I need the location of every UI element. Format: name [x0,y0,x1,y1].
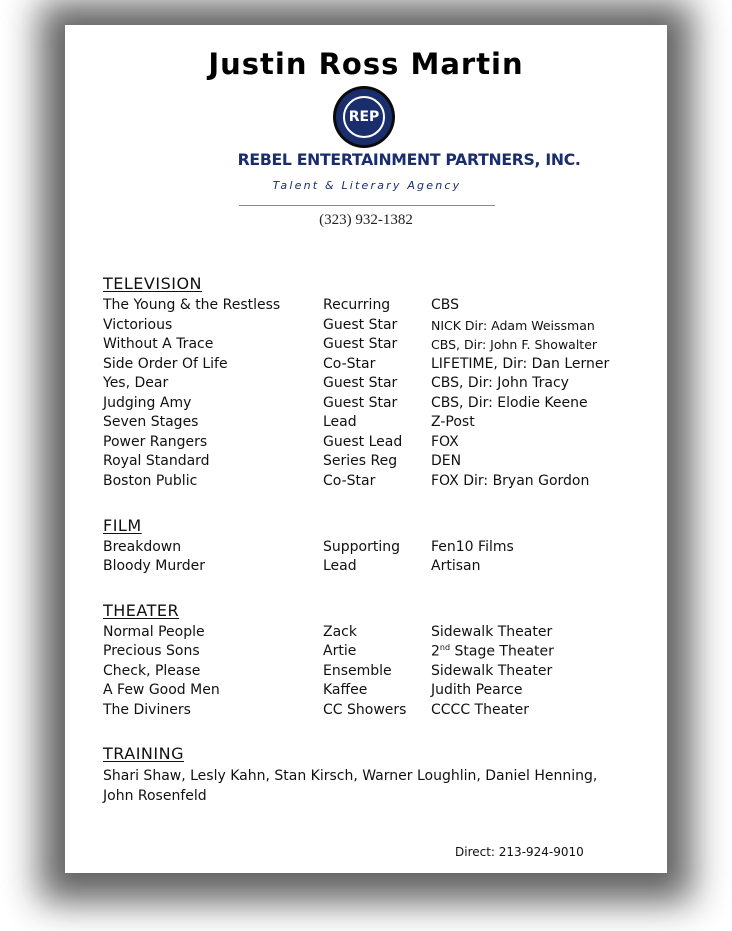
credit: Sidewalk Theater [431,663,553,679]
role: Recurring [323,297,391,313]
role: Supporting [323,539,400,555]
training-heading: TRAINING [103,744,184,763]
credit: DEN [431,453,462,469]
show-title: Bloody Murder [103,558,205,574]
table-row [65,336,667,356]
show-title: Power Rangers [103,434,208,450]
table-row [65,473,667,493]
credit: CBS, Dir: John F. Showalter [431,337,598,352]
table-row [65,395,667,415]
credit-ordinal-number: 2 [431,643,440,660]
credit: CBS, Dir: John Tracy [431,375,569,391]
role: Guest Star [323,375,398,391]
table-row [65,434,667,454]
role: Lead [323,414,357,430]
role: Guest Star [323,317,398,333]
credit: LIFETIME, Dir: Dan Lerner [431,356,610,372]
table-row [65,682,667,702]
theater-heading: THEATER [103,601,180,620]
table-row [65,414,667,434]
credit: CBS [431,297,460,313]
table-row [65,539,667,559]
table-row [65,317,667,337]
table-row [65,356,667,376]
agency-phone: (323) 932-1382 [319,212,413,228]
table-row [65,624,667,644]
show-title: Yes, Dear [103,375,169,391]
credit: CCCC Theater [431,702,530,718]
show-title: A Few Good Men [103,682,220,698]
credit: CBS, Dir: Elodie Keene [431,395,588,411]
show-title: The Young & the Restless [103,297,281,313]
show-title: Check, Please [103,663,201,679]
show-title: Boston Public [103,473,198,489]
credit: Z-Post [431,414,475,430]
agency-company-name: REBEL ENTERTAINMENT PARTNERS, INC. [237,150,581,169]
resume-page [65,25,667,873]
credit-ordinal-suffix: nd [439,643,451,652]
direct-phone: Direct: 213-924-9010 [455,845,584,859]
table-row [65,453,667,473]
role: Co-Star [323,473,376,489]
show-title: The Diviners [103,702,191,718]
table-row [65,643,667,663]
role: Co-Star [323,356,376,372]
role: CC Showers [323,702,407,718]
table-row [65,297,667,317]
role: Lead [323,558,357,574]
credit: NICK Dir: Adam Weissman [431,318,595,333]
role: Zack [323,624,357,640]
role: Guest Lead [323,434,403,450]
show-title: Side Order Of Life [103,356,228,372]
credit: Sidewalk Theater [431,624,553,640]
film-heading: FILM [103,516,142,535]
agency-logo-icon [336,89,392,145]
credit: FOX Dir: Bryan Gordon [431,473,590,489]
logo-divider [239,205,495,206]
table-row [65,702,667,722]
role: Ensemble [323,663,392,679]
role: Kaffee [323,682,368,698]
credit [431,643,554,660]
agency-tagline: Talent & Literary Agency [272,179,462,192]
agency-logo-text: REP [343,96,385,138]
role: Artie [323,643,357,659]
show-title: Royal Standard [103,453,210,469]
show-title: Victorious [103,317,173,333]
table-row [65,375,667,395]
credit-venue: Stage Theater [450,643,554,660]
credit: Artisan [431,558,481,574]
show-title: Normal People [103,624,205,640]
table-row [65,558,667,578]
table-row [65,663,667,683]
role: Guest Star [323,395,398,411]
show-title: Seven Stages [103,414,199,430]
credit: Judith Pearce [431,682,523,698]
credit: Fen10 Films [431,539,514,555]
show-title: Judging Amy [103,395,192,411]
role: Guest Star [323,336,398,352]
actor-name: Justin Ross Martin [208,47,524,81]
television-heading: TELEVISION [103,274,203,293]
show-title: Precious Sons [103,643,200,659]
credit: FOX [431,434,459,450]
role: Series Reg [323,453,398,469]
show-title: Without A Trace [103,336,214,352]
training-list: Shari Shaw, Lesly Kahn, Stan Kirsch, Warner Loughlin, Daniel Henning, John Rosenfeld [103,768,598,804]
show-title: Breakdown [103,539,182,555]
